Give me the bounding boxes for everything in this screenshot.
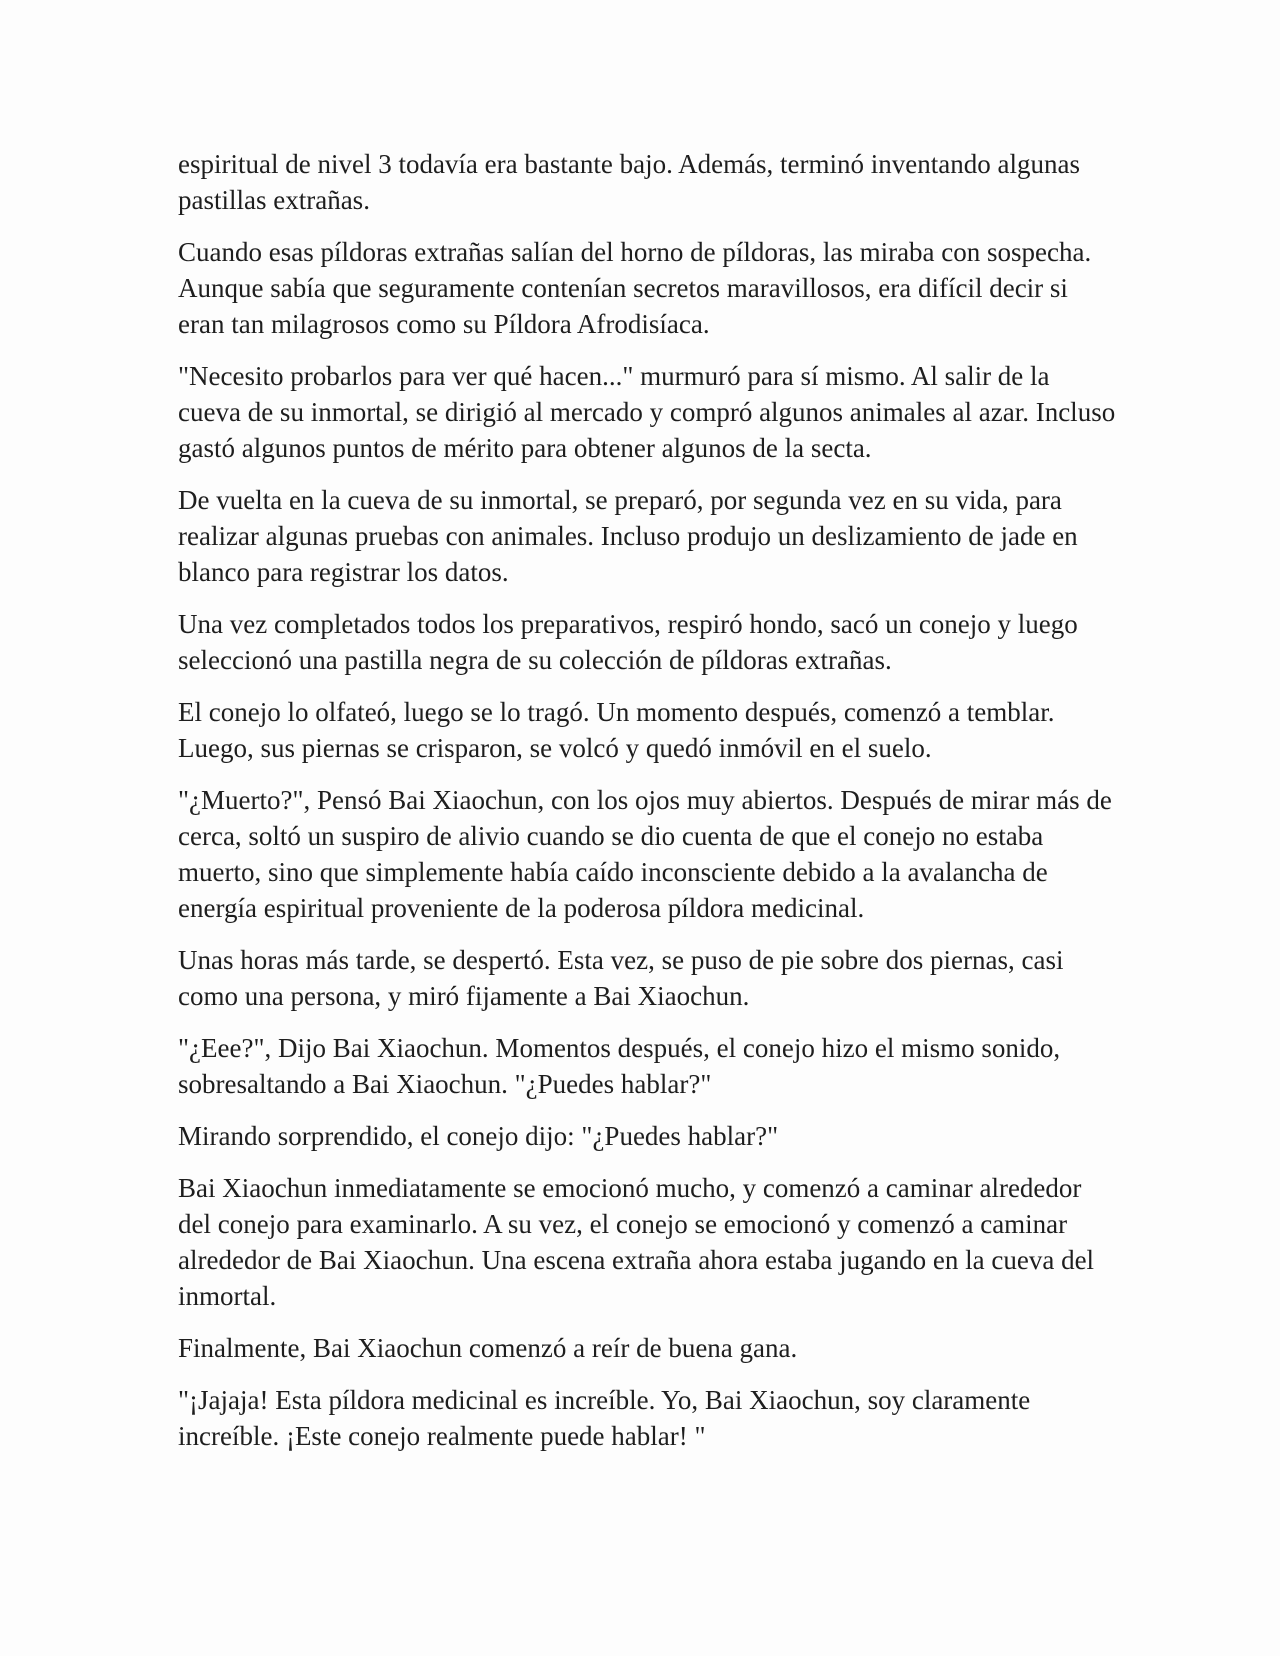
paragraph: "¿Muerto?", Pensó Bai Xiaochun, con los ojos muy abiertos. Después de mirar más de cerca, soltó un suspiro de alivio cuando se dio cuenta de que el conejo no estaba muerto, sino que simplemente había caído inconsciente debido a la avalancha de energía espiritual proveniente de la poderosa píldora medicinal. [178,785,1112,923]
paragraph: "¿Eee?", Dijo Bai Xiaochun. Momentos después, el conejo hizo el mismo sonido, sobresaltando a Bai Xiaochun. "¿Puedes hablar?" [178,1033,1061,1099]
paragraph: Finalmente, Bai Xiaochun comenzó a reír de buena gana. [178,1333,798,1363]
paragraph: "¡Jajaja! Esta píldora medicinal es increíble. Yo, Bai Xiaochun, soy claramente increíble. ¡Este conejo realmente puede hablar! " [178,1385,1031,1451]
paragraph: El conejo lo olfateó, luego se lo tragó. Un momento después, comenzó a temblar. Luego, sus piernas se crisparon, se volcó y quedó inmóvil en el suelo. [178,697,1055,763]
paragraph: Unas horas más tarde, se despertó. Esta vez, se puso de pie sobre dos piernas, casi como una persona, y miró fijamente a Bai Xiaochun. [178,945,1064,1011]
paragraph: "Necesito probarlos para ver qué hacen..." murmuró para sí mismo. Al salir de la cueva de su inmortal, se dirigió al mercado y compró algunos animales al azar. Incluso gastó algunos puntos de mérito para obtener algunos de la secta. [178,361,1116,463]
paragraph: Una vez completados todos los preparativos, respiró hondo, sacó un conejo y luego seleccionó una pastilla negra de su colección de píldoras extrañas. [178,609,1078,675]
paragraph: Bai Xiaochun inmediatamente se emocionó mucho, y comenzó a caminar alrededor del conejo para examinarlo. A su vez, el conejo se emocionó y comenzó a caminar alrededor de Bai Xiaochun. Una escena extraña ahora estaba jugando en la cueva del inmortal. [178,1173,1095,1311]
paragraph: espiritual de nivel 3 todavía era bastante bajo. Además, terminó inventando algunas pastillas extrañas. [178,149,1080,215]
paragraph: De vuelta en la cueva de su inmortal, se preparó, por segunda vez en su vida, para realizar algunas pruebas con animales. Incluso produjo un deslizamiento de jade en blanco para registrar los datos. [178,485,1078,587]
paragraph: Mirando sorprendido, el conejo dijo: "¿Puedes hablar?" [178,1121,779,1151]
document-body [178,146,1118,1470]
paragraph: Cuando esas píldoras extrañas salían del horno de píldoras, las miraba con sospecha. Aunque sabía que seguramente contenían secretos maravillosos, era difícil decir si eran tan milagrosos como su Píldora Afrodisíaca. [178,237,1092,339]
